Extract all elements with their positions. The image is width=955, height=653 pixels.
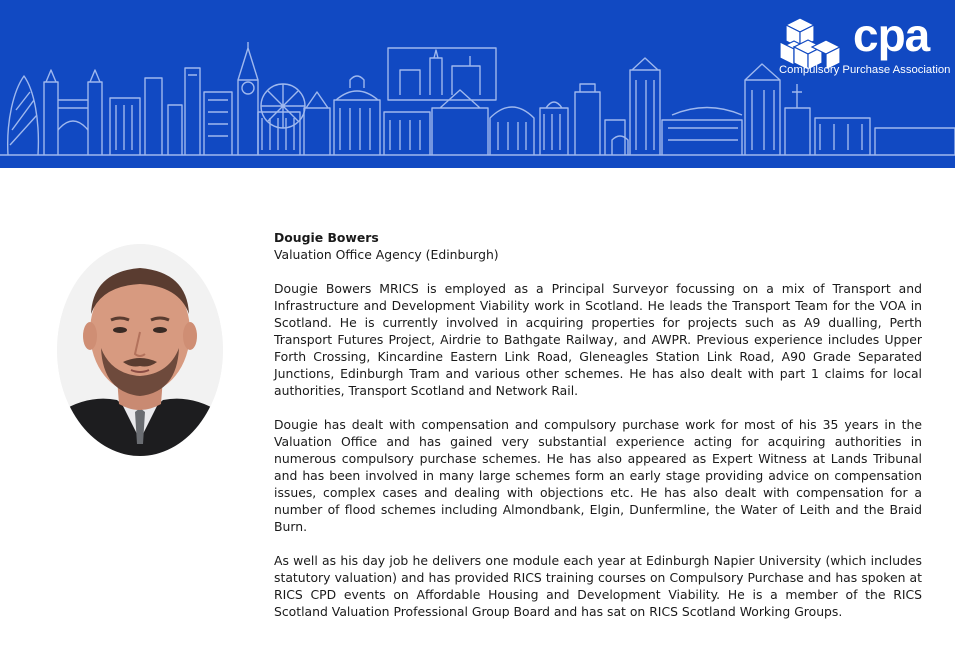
profile-photo: [57, 244, 223, 456]
header-banner: [0, 0, 955, 168]
bio-paragraph-2: Dougie has dealt with compensation and compulsory purchase work for most of his 35 years in the Valuation Office and has gained very substantial experience acting for acquiring authorities in numerous compulsory purchase schemes. He has also appeared as Expert Witness at Lands Tribunal and has been involved in many large schemes form an early stage providing advice on compensation issues, complex cases and dealing with objections etc. He has also dealt with compensation for a number of flood schemes including Almondbank, Elgin, Dunfermline, the Water of Leith and the Braid Burn.: [274, 417, 922, 534]
profile-content: [274, 229, 922, 620]
profile-name: Dougie Bowers: [274, 230, 379, 245]
logo-subtitle: Compulsory Purchase Association: [779, 64, 951, 76]
bio-paragraph-1: Dougie Bowers MRICS is employed as a Principal Surveyor focussing on a mix of Transport and Infrastructure and Development Viability work in Scotland. He leads the Transport Team for the VOA in Scotland. He is currently involved in acquiring properties for projects such as A9 dualling, Perth Transport Futures Project, Airdrie to Bathgate Railway, and AWPR. Previous experience includes Upper Forth Crossing, Kincardine Eastern Link Road, Gleneagles Station Link Road, A90 Grade Separated Junctions, Edinburgh Tram and various other schemes. He has also dealt with part 1 claims for local authorities, Transport Scotland and Network Rail.: [274, 281, 922, 398]
cpa-logo-text: cpa: [853, 9, 930, 61]
profile-organisation: Valuation Office Agency (Edinburgh): [274, 247, 499, 262]
bio-paragraph-3: As well as his day job he delivers one module each year at Edinburgh Napier University (which includes statutory valuation) and has provided RICS training courses on Compulsory Purchase and has spoken at RICS CPD events on Affordable Housing and Development Viability. He is a member of the RICS Scotland Valuation Professional Group Board and has sat on RICS Scotland Working Groups.: [274, 553, 922, 619]
